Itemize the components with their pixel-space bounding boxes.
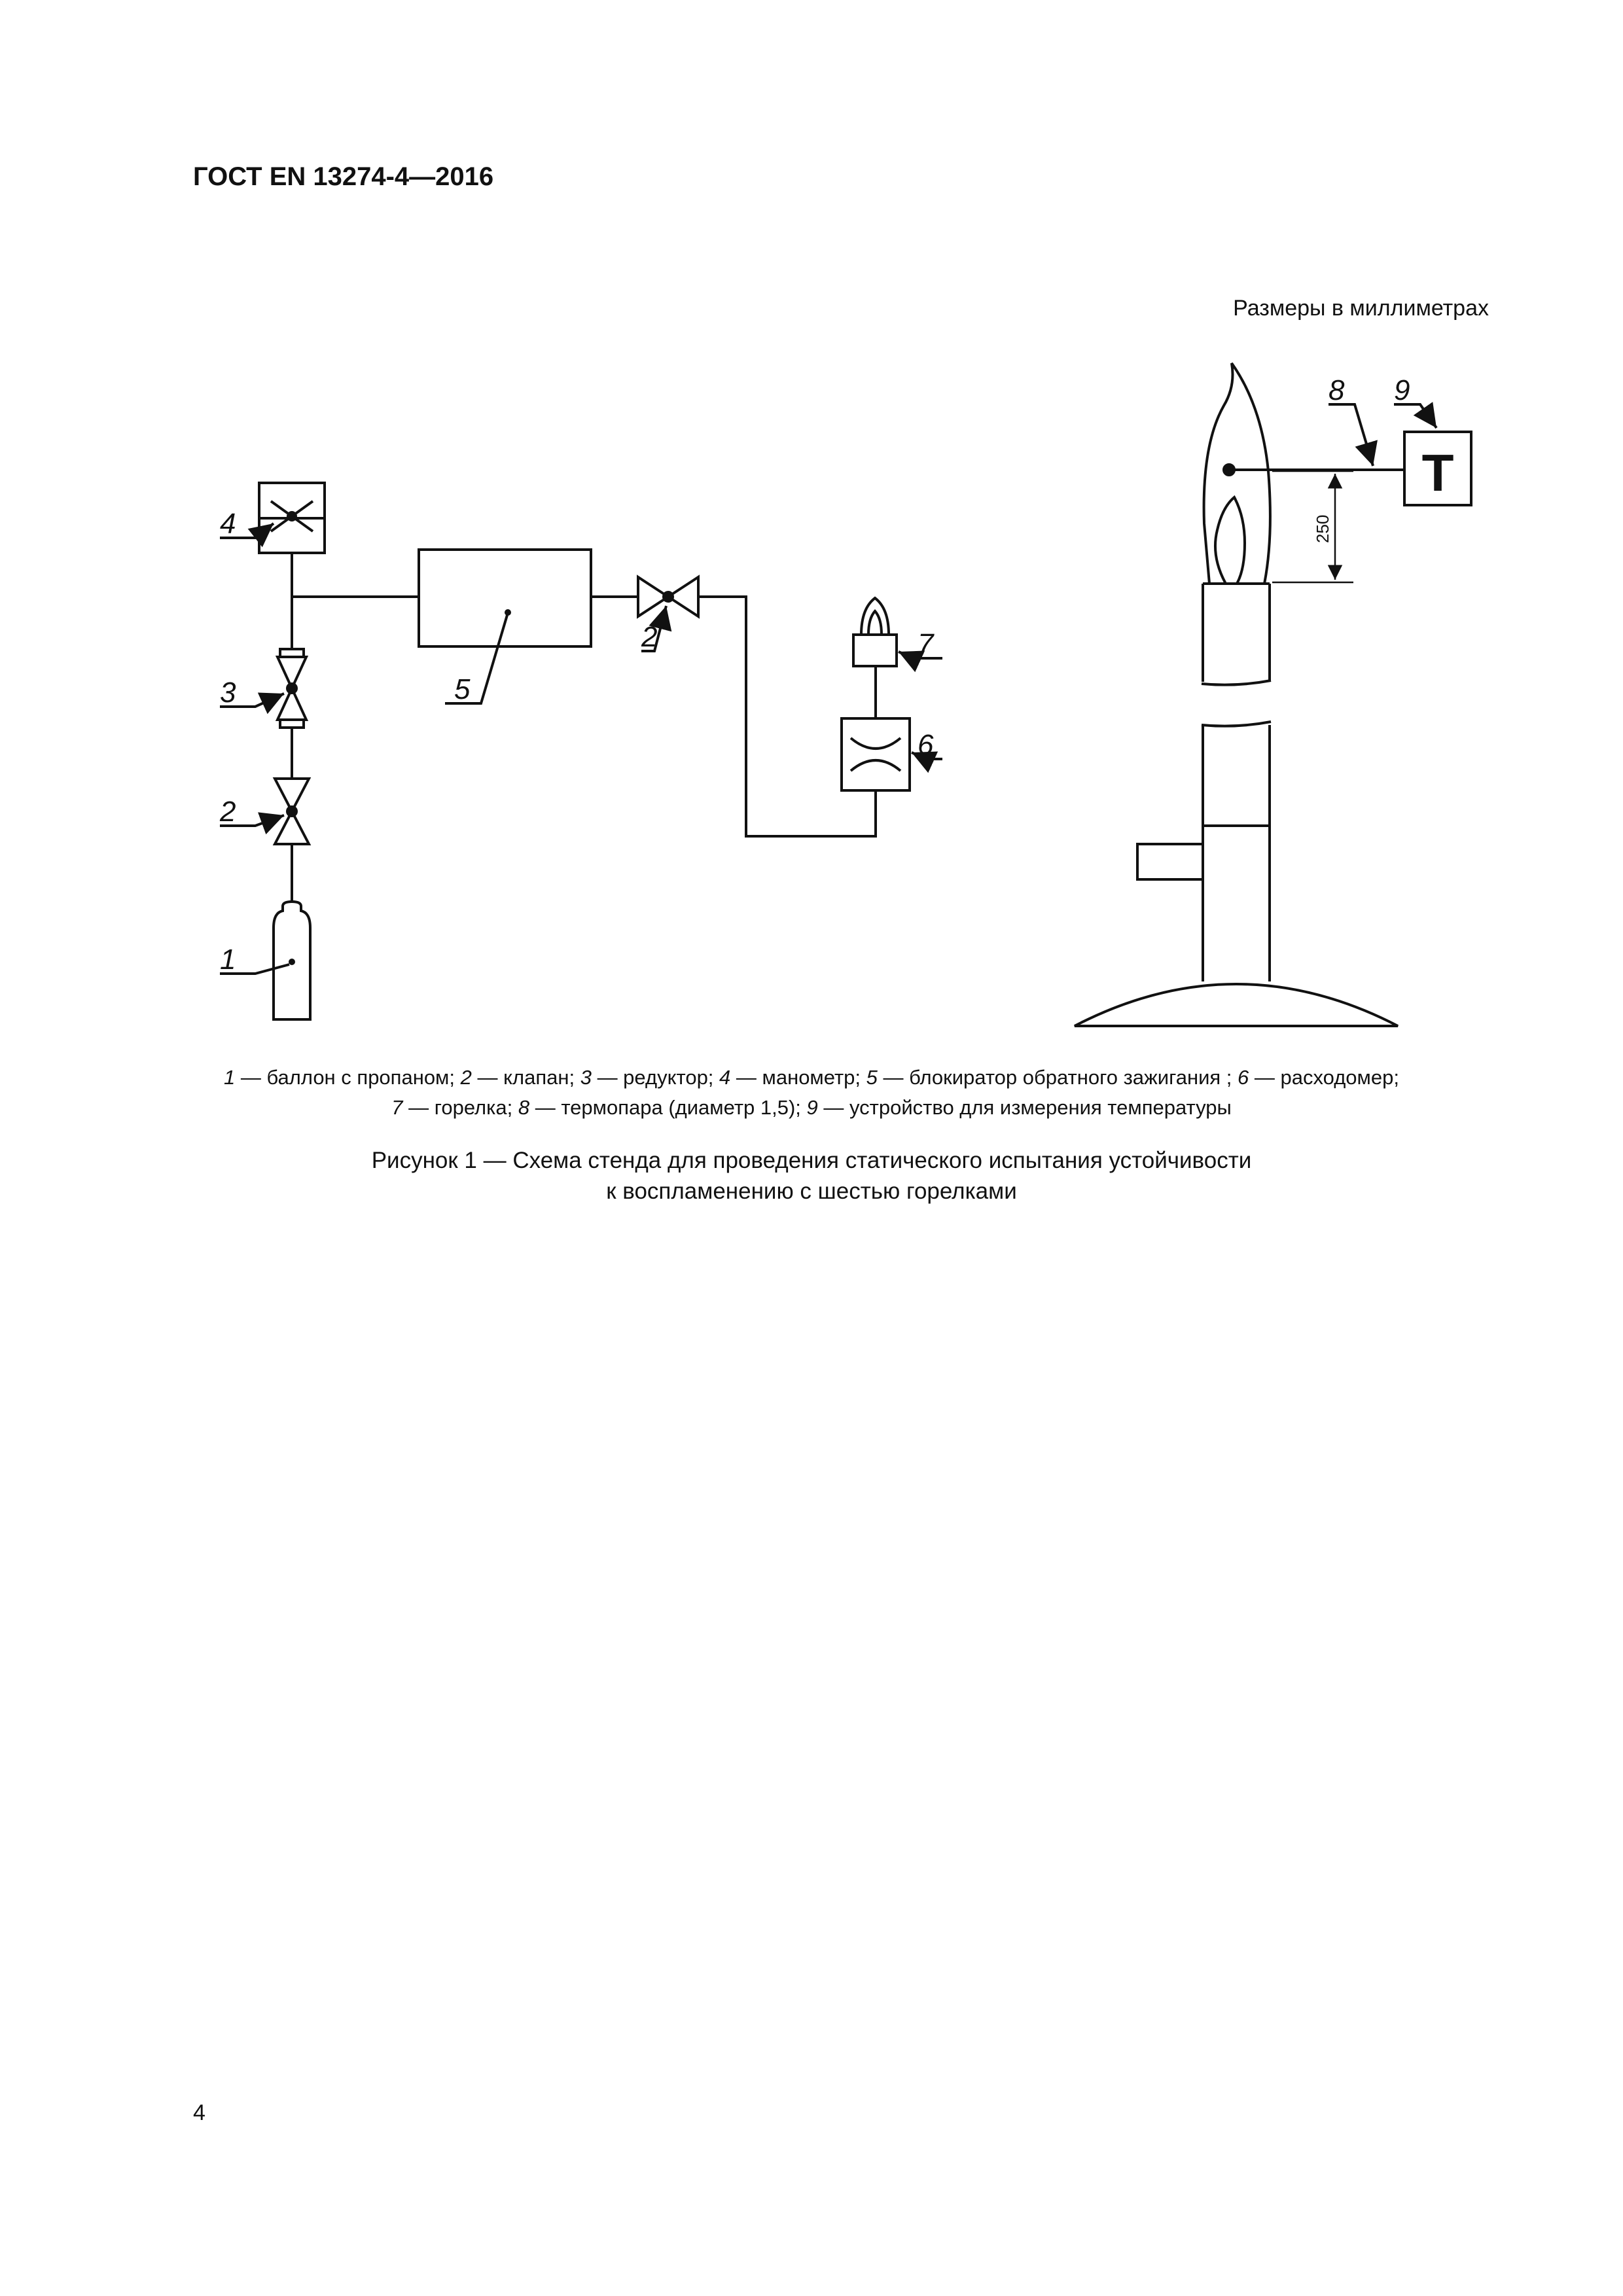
callout-5: 5	[454, 673, 471, 705]
legend-number: 2	[460, 1066, 472, 1089]
flashback-arrestor	[419, 550, 591, 646]
bunsen-burner	[1075, 363, 1398, 1026]
valve-lower	[275, 779, 309, 844]
legend-number: 7	[391, 1096, 403, 1119]
legend-number: 3	[580, 1066, 592, 1089]
legend-number: 5	[866, 1066, 878, 1089]
legend-number: 8	[518, 1096, 530, 1119]
legend-number: 9	[806, 1096, 818, 1119]
callout-9: 9	[1394, 374, 1410, 406]
legend-number: 1	[224, 1066, 236, 1089]
legend-number: 6	[1238, 1066, 1249, 1089]
legend-text: — баллон с пропаном;	[235, 1066, 461, 1089]
callout-3: 3	[220, 677, 236, 709]
burner-symbol	[853, 598, 897, 666]
valve-upper	[638, 577, 698, 616]
callout-2-upper: 2	[641, 621, 658, 653]
legend-text: — редуктор;	[591, 1066, 720, 1089]
legend-line-1	[157, 1063, 1466, 1093]
legend-line-2	[157, 1093, 1466, 1123]
callout-8: 8	[1329, 374, 1345, 406]
manometer	[259, 483, 325, 553]
flowmeter	[842, 718, 910, 790]
legend-text: — манометр;	[730, 1066, 866, 1089]
dimension-250-label: 250	[1313, 514, 1332, 543]
legend-text: — термопара (диаметр 1,5);	[529, 1096, 807, 1119]
page-number: 4	[193, 2100, 205, 2125]
callout-4: 4	[220, 508, 236, 540]
caption-line-2: к воспламенению с шестью горелками	[606, 1178, 1017, 1204]
callout-2-lower: 2	[220, 796, 236, 828]
legend-text: — устройство для измерения температуры	[817, 1096, 1232, 1119]
gas-cylinder	[274, 902, 310, 1019]
figure-caption	[157, 1145, 1466, 1207]
callout-6: 6	[918, 729, 934, 761]
callout-7: 7	[918, 628, 934, 660]
legend-text: — расходомер;	[1249, 1066, 1399, 1089]
legend-text: — горелка;	[402, 1096, 518, 1119]
caption-line-1: Рисунок 1 — Схема стенда для проведения статического испытания устойчивости	[371, 1148, 1252, 1173]
test-rig-diagram	[0, 0, 1623, 1080]
reducer	[277, 649, 306, 728]
legend-number: 4	[719, 1066, 731, 1089]
temperature-symbol: T	[1421, 444, 1454, 502]
document-code: ГОСТ EN 13274-4—2016	[193, 162, 494, 191]
legend-text: — клапан;	[471, 1066, 580, 1089]
units-note: Размеры в миллиметрах	[1233, 296, 1489, 321]
callout-1: 1	[220, 944, 236, 976]
legend-text: — блокиратор обратного зажигания ;	[877, 1066, 1238, 1089]
